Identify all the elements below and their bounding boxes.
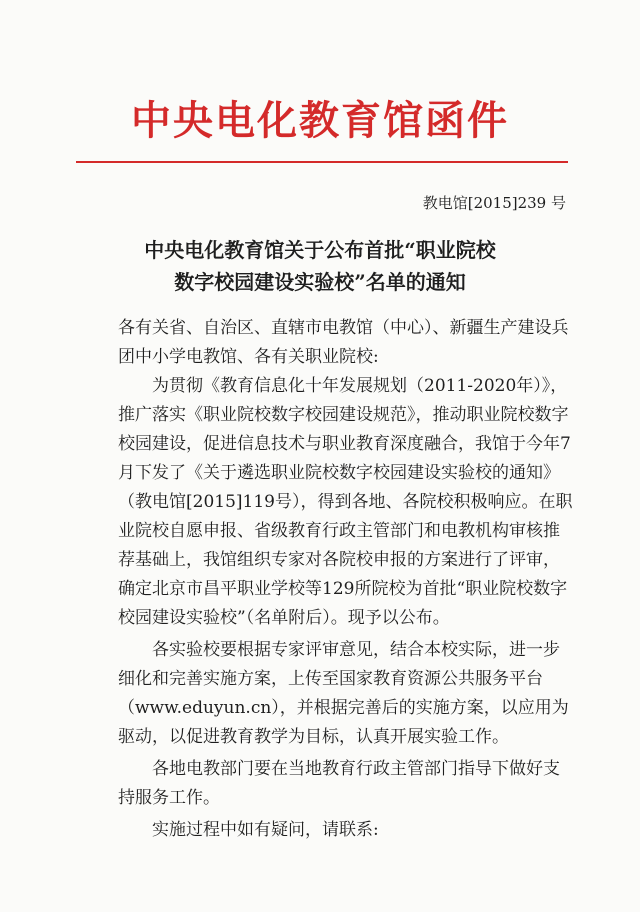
letterhead-divider [76, 161, 568, 163]
body-paragraph-4: 实施过程中如有疑问，请联系: [152, 820, 379, 840]
notice-title [0, 234, 640, 298]
salutation: 各有关省、自治区、直辖市电教馆（中心）、新疆生产建设兵团中小学电教馆、各有关职业院校: [118, 318, 569, 367]
notice-title-line-2: 数字校园建设实验校”名单的通知 [174, 270, 466, 294]
body-paragraph-3: 各地电教部门要在当地教育行政主管部门指导下做好支持服务工作。 [118, 759, 560, 808]
body-paragraph-2: 各实验校要根据专家评审意见，结合本校实际，进一步细化和完善实施方案，上传至国家教育资源公共服务平台（www.eduyun.cn），并根据完善后的实施方案，以应用为驱动，以促进教育教学为目标，认真开展实验工作。 [118, 640, 569, 747]
letterhead-title: 中央电化教育馆函件 [131, 97, 509, 144]
notice-body [118, 314, 574, 845]
document-number: 教电馆[2015]239 号 [422, 194, 566, 212]
body-paragraph-1: 为贯彻《教育信息化十年发展规划（2011-2020年）》，推广落实《职业院校数字校园建设规范》，推动职业院校数字校园建设，促进信息技术与职业教育深度融合，我馆于今年7月下发了《关于遴选职业院校数字校园建设实验校的通知》（教电馆[2015]119号），得到各地、各院校积极响应。在职业院校自愿申报、省级教育行政主管部门和电教机构审核推荐基础上，我馆组织专家对各院校申报的方案进行了评审，确定北京市昌平职业学校等129所院校为首批“职业院校数字校园建设实验校”（名单附后）。现予以公布。 [118, 376, 573, 628]
notice-title-line-1: 中央电化教育馆关于公布首批“职业院校 [144, 238, 496, 262]
